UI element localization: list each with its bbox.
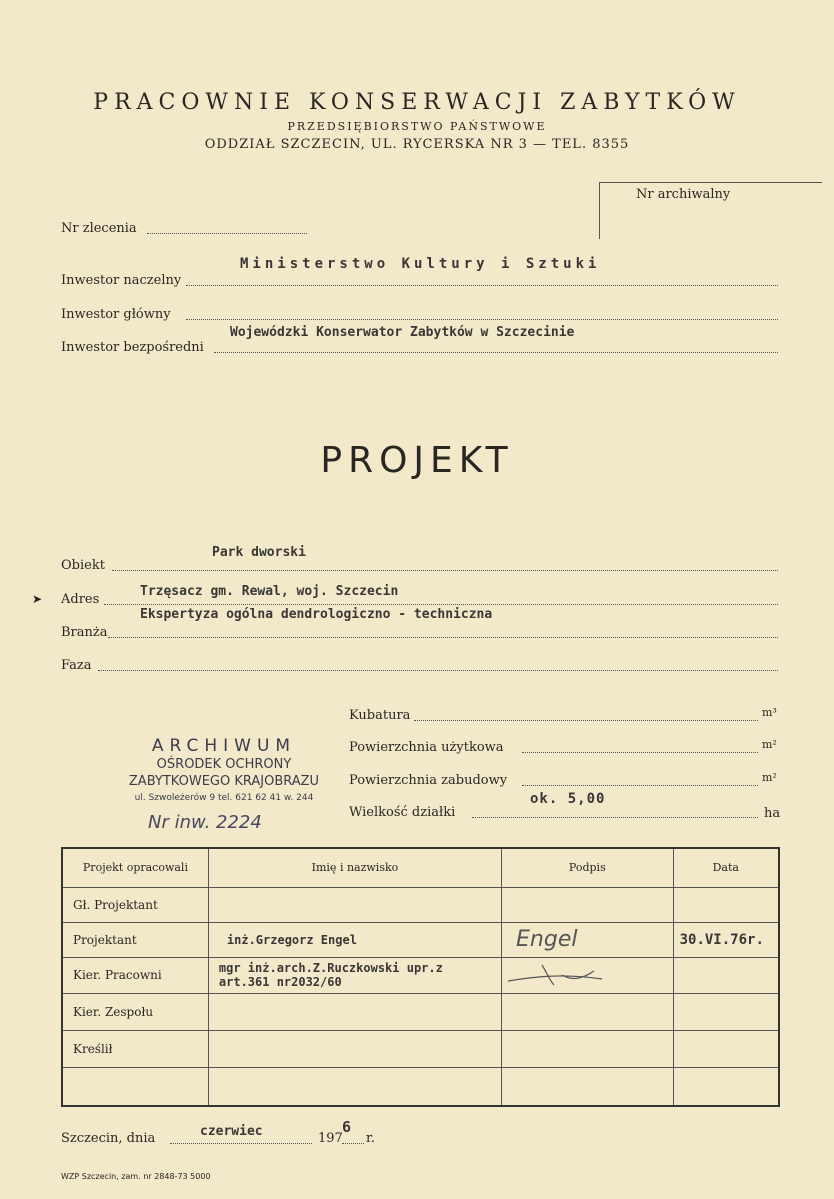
signature-cell: [502, 922, 674, 957]
pow-zabudowy-label: Powierzchnia zabudowy: [349, 773, 508, 788]
table-row: [62, 1067, 779, 1106]
year-prefix: 197: [318, 1131, 343, 1146]
branza-value: Ekspertyza ogólna dendrologiczno - techniczna: [140, 607, 493, 622]
obiekt-label: Obiekt: [61, 558, 105, 573]
role-cell: [62, 1067, 208, 1106]
table-row: [62, 993, 779, 1030]
table-header-cell: Projekt opracowali: [62, 848, 208, 887]
pow-zabudowy-unit: m²: [762, 771, 777, 784]
table-row: [62, 887, 779, 922]
month-value: czerwiec: [200, 1124, 263, 1139]
signature-cell: [502, 1067, 674, 1106]
inwestor-bezposredni-line: [214, 352, 778, 353]
name-cell: [208, 1030, 501, 1067]
kierownik-signature-icon: [502, 959, 622, 989]
pow-uzytkowa-line: [522, 752, 758, 753]
margin-arrow-marker: ➤: [32, 592, 43, 606]
month-line: [170, 1143, 312, 1144]
page-title: PROJEKT: [320, 440, 514, 481]
branza-line: [108, 637, 778, 638]
table-row: [62, 1030, 779, 1067]
signature-cell: [502, 887, 674, 922]
table-header-row: [62, 848, 779, 887]
archive-number-box: [599, 182, 822, 239]
table-row: [62, 922, 779, 957]
pow-uzytkowa-unit: m²: [762, 738, 777, 751]
wielkosc-dzialki-unit: ha: [764, 806, 781, 821]
obiekt-value: Park dworski: [212, 545, 306, 560]
faza-label: Faza: [61, 658, 92, 673]
inwestor-naczelny-line: [186, 285, 778, 286]
nr-zlecenia-line: [147, 233, 307, 234]
adres-value: Trzęsacz gm. Rewal, woj. Szczecin: [140, 584, 399, 599]
date-cell: [673, 957, 779, 993]
name-cell: [208, 1067, 501, 1106]
kubatura-label: Kubatura: [349, 708, 411, 723]
role-cell: Kreślił: [62, 1030, 208, 1067]
date-cell: 30.VI.76r.: [673, 922, 779, 957]
pow-zabudowy-line: [522, 785, 758, 786]
org-name: PRACOWNIE KONSERWACJI ZABYTKÓW: [93, 90, 741, 115]
branza-label: Branża: [61, 625, 108, 640]
kubatura-unit: m³: [762, 706, 777, 719]
name-cell: [208, 993, 501, 1030]
stamp-line-2: OŚRODEK OCHRONY: [156, 757, 292, 772]
inwestor-naczelny-value: Ministerstwo Kultury i Sztuki: [240, 256, 601, 272]
signature-cell: [502, 993, 674, 1030]
inwestor-glowny-line: [186, 319, 778, 320]
print-note: WZP Szczecin, zam. nr 2848-73 5000: [61, 1172, 211, 1181]
stamp-line-4: ul. Szwoleżerów 9 tel. 621 62 41 w. 244: [134, 793, 314, 803]
stamp-line-3: ZABYTKOWEGO KRAJOBRAZU: [128, 774, 320, 789]
wielkosc-dzialki-line: [472, 817, 758, 818]
table-header-cell: Imię i nazwisko: [208, 848, 501, 887]
signature-cell: [502, 957, 674, 993]
projektant-signature: Engel: [516, 927, 578, 952]
city-date-label: Szczecin, dnia: [61, 1131, 156, 1146]
authors-table: [61, 847, 780, 1107]
inwestor-bezposredni-value: Wojewódzki Konserwator Zabytków w Szczecinie: [230, 325, 575, 340]
stamp-archiwum: ARCHIWUM: [151, 736, 297, 756]
role-cell: Gł. Projektant: [62, 887, 208, 922]
role-cell: Kier. Zespołu: [62, 993, 208, 1030]
archive-number-label: Nr archiwalny: [636, 187, 731, 202]
year-line: [342, 1143, 364, 1144]
role-cell: Projektant: [62, 922, 208, 957]
wielkosc-dzialki-label: Wielkość działki: [349, 805, 456, 820]
wielkosc-dzialki-value: ok. 5,00: [530, 791, 606, 807]
name-cell: inż.Grzegorz Engel: [208, 922, 501, 957]
year-suffix: r.: [366, 1131, 375, 1146]
year-digit: 6: [342, 1118, 352, 1136]
faza-line: [98, 670, 778, 671]
adres-label: Adres: [61, 592, 100, 607]
org-subtitle: PRZEDSIĘBIORSTWO PAŃSTWOWE: [287, 120, 547, 133]
inwestor-bezposredni-label: Inwestor bezpośredni: [61, 340, 204, 355]
inwestor-naczelny-label: Inwestor naczelny: [61, 273, 182, 288]
nr-zlecenia-label: Nr zlecenia: [61, 221, 137, 236]
inwestor-glowny-label: Inwestor główny: [61, 307, 171, 322]
kubatura-line: [414, 720, 758, 721]
table-row: [62, 957, 779, 993]
role-cell: Kier. Pracowni: [62, 957, 208, 993]
name-cell: mgr inż.arch.Z.Ruczkowski upr.z art.361 nr2032/60: [208, 957, 501, 993]
name-cell: [208, 887, 501, 922]
date-cell: [673, 993, 779, 1030]
pow-uzytkowa-label: Powierzchnia użytkowa: [349, 740, 504, 755]
date-cell: [673, 887, 779, 922]
obiekt-line: [112, 570, 778, 571]
handwritten-inventory-number: Nr inw. 2224: [148, 812, 262, 833]
table-header-cell: Podpis: [502, 848, 674, 887]
adres-line: [104, 604, 778, 605]
date-cell: [673, 1030, 779, 1067]
org-address: ODDZIAŁ SZCZECIN, UL. RYCERSKA NR 3 — TEL. 8355: [204, 137, 630, 152]
signature-cell: [502, 1030, 674, 1067]
date-cell: [673, 1067, 779, 1106]
table-header-cell: Data: [673, 848, 779, 887]
